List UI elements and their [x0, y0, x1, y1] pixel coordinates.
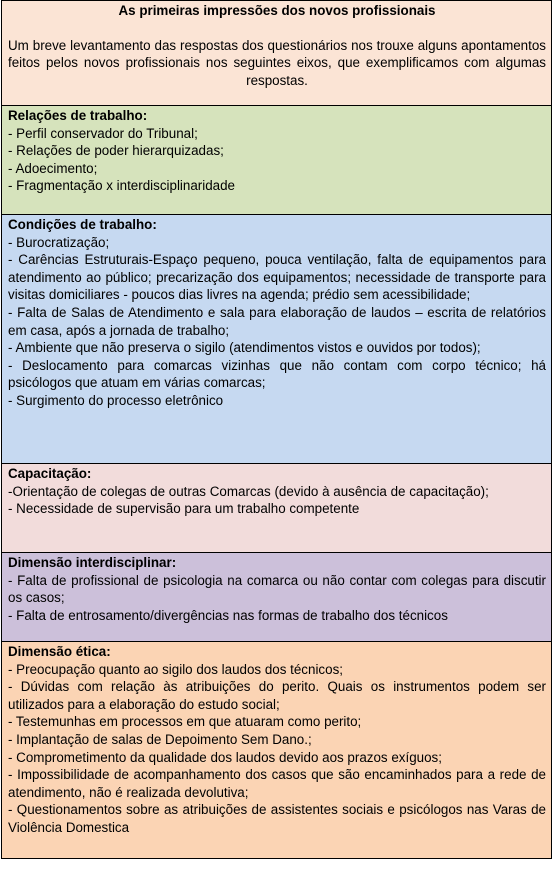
- list-item: - Adoecimento;: [8, 160, 98, 176]
- list-item: - Burocratização;: [8, 234, 110, 250]
- list-item: - Ambiente que não preserva o sigilo (atendimentos vistos e ouvidos por todos);: [8, 340, 481, 356]
- list-item: - Perfil conservador do Tribunal;: [8, 125, 198, 141]
- list-item: - Relações de poder hierarquizadas;: [8, 143, 224, 159]
- list-item: - Testemunhas em processos em que atuaram como perito;: [8, 714, 362, 730]
- section-heading: Condições de trabalho:: [8, 217, 157, 232]
- list-item: - Falta de profissional de psicologia na comarca ou não contar com colegas para discutir os casos;: [8, 572, 546, 606]
- table-title: As primeiras impressões dos novos profissionais: [118, 3, 436, 18]
- impressions-table: [1, 0, 552, 859]
- intro-text: Um breve levantamento das respostas dos questionários nos trouxe alguns apontamentos feitos pelos novos profissionais nos seguintes eixos, que exemplificamos com algumas respostas.: [8, 37, 546, 88]
- list-item: - Implantação de salas de Depoimento Sem Dano.;: [8, 731, 312, 747]
- section-interdisciplinar: [2, 553, 551, 642]
- section-condicoes: [2, 215, 551, 464]
- list-item: - Impossibilidade de acompanhamento dos casos que são encaminhados para a rede de atendimento, não é realizada devolutiva;: [8, 767, 546, 800]
- section-heading: Dimensão ética:: [8, 644, 111, 659]
- section-relacoes: [2, 106, 551, 215]
- list-item: - Carências Estruturais-Espaço pequeno, pouca ventilação, falta de equipamentos para atendimento ao público; precarização dos equipamentos; necessidade de transporte para visitas domiciliares - poucos dias livres na agenda; prédio sem acessibilidade;: [8, 252, 546, 303]
- list-item: - Surgimento do processo eletrônico: [8, 392, 224, 408]
- section-heading: Capacitação:: [8, 466, 92, 481]
- section-heading: Dimensão interdisciplinar:: [8, 555, 177, 570]
- list-item: - Comprometimento da qualidade dos laudos devido aos prazos exíguos;: [8, 749, 442, 765]
- list-item: - Preocupação quanto ao sigilo dos laudos dos técnicos;: [8, 661, 343, 677]
- section-etica: [2, 642, 551, 859]
- intro-row: [2, 1, 551, 106]
- list-item: -Orientação de colegas de outras Comarcas (devido à ausência de capacitação);: [8, 483, 489, 499]
- list-item: - Falta de Salas de Atendimento e sala para elaboração de laudos – escrita de relatórios em casa, após a jornada de trabalho;: [8, 304, 546, 338]
- list-item: - Falta de entrosamento/divergências nas formas de trabalho dos técnicos: [8, 607, 448, 623]
- section-capacitacao: [2, 464, 551, 553]
- list-item: - Deslocamento para comarcas vizinhas que não contam com corpo técnico; há psicólogos que atuam em várias comarcas;: [8, 357, 546, 391]
- list-item: - Necessidade de supervisão para um trabalho competente: [8, 501, 360, 517]
- list-item: - Questionamentos sobre as atribuições de assistentes sociais e psicólogos nas Varas de Violência Domestica: [8, 802, 546, 835]
- list-item: - Dúvidas com relação às atribuições do perito. Quais os instrumentos podem ser utilizados para a elaboração do estudo social;: [8, 679, 546, 712]
- section-heading: Relações de trabalho:: [8, 108, 148, 123]
- list-item: - Fragmentação x interdisciplinaridade: [8, 178, 236, 194]
